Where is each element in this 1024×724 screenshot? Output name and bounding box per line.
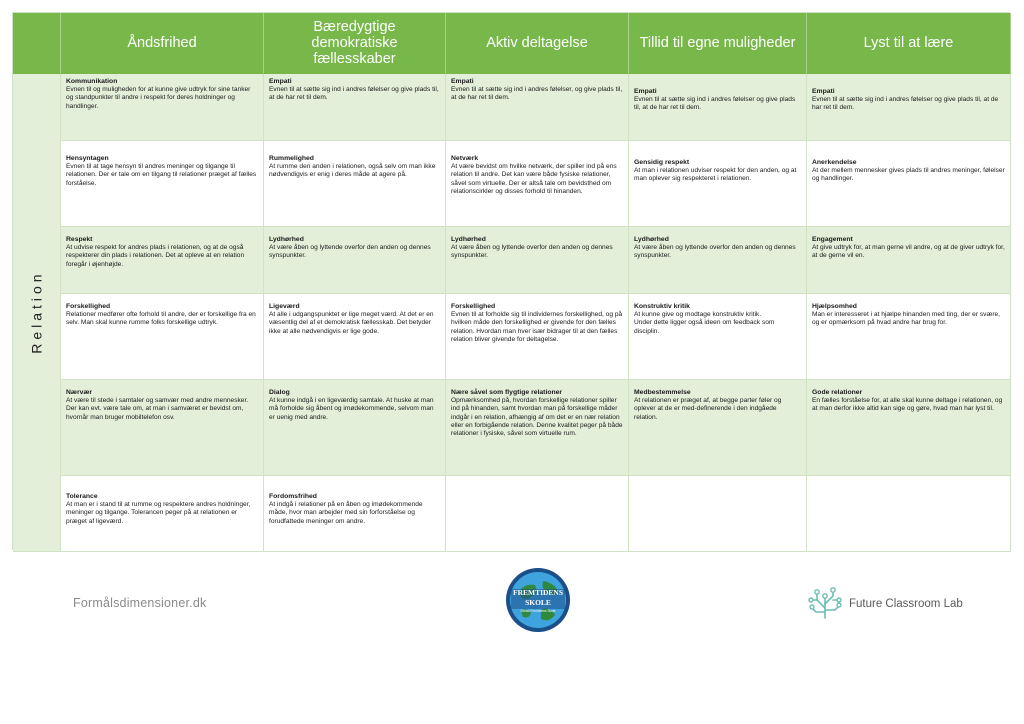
logo-text-line2: SKOLE xyxy=(525,598,551,607)
cell-title: Gensidig respekt xyxy=(634,159,690,166)
cell-text: At give udtryk for, at man gerne vil andre, og at de giver udtryk for, at de gerne vil en. xyxy=(812,244,1005,260)
cell-text: Evnen til at sætte sig ind i andres følelser og give plads til, at de har ret til dem. xyxy=(269,86,439,102)
table-cell xyxy=(629,141,807,227)
table-cell xyxy=(61,227,264,294)
table-cell xyxy=(264,74,446,141)
table-cell xyxy=(629,294,807,380)
cell-text: Evnen til at forholde sig til individernes forskellighed, og på hvilken måde den forskellighed er givende for den fælles relation. Hvordan man hver især bidrager til at den fælles relation bliver givende for deltagelse. xyxy=(451,311,623,343)
cell-text: At der mellem mennesker gives plads til andres meninger, følelser og handlinger. xyxy=(812,167,1005,183)
cell-title: Empati xyxy=(812,88,835,95)
table-cell xyxy=(264,380,446,476)
cell-text: At man i relationen udviser respekt for den anden, og at man oplever sig respekteret i relationen. xyxy=(634,167,797,183)
table-cell xyxy=(264,227,446,294)
table-cell xyxy=(446,74,629,141)
table-cell xyxy=(629,380,807,476)
cell-text: Evnen til at sætte sig ind i andres følelser og give plads til, at de har ret til dem. xyxy=(812,96,999,112)
table-cell xyxy=(446,141,629,227)
cell-text: En fælles forståelse for, at alle skal kunne deltage i relationen, og at man derfor ikke altid kan sige og gøre, hvad man har lyst til. xyxy=(812,397,1003,413)
cell-title: Nærvær xyxy=(66,389,93,396)
header-lyst: Lyst til at lære xyxy=(807,13,1011,74)
cell-text: Man er interesseret i at hjælpe hinanden med ting, der er svære, og er opmærksom på hvad andre har brug for. xyxy=(812,311,1001,327)
cell-title: Lydhørhed xyxy=(451,236,486,243)
cell-title: Netværk xyxy=(451,155,479,162)
cell-text: At udvise respekt for andres plads i relationen, og at de også respekterer din plads i relationen. Det at opleve at en relation foregår i øjenhøjde. xyxy=(66,244,245,268)
cell-title: Nære såvel som flygtige relationer xyxy=(451,389,563,396)
table-cell xyxy=(807,294,1011,380)
table-cell xyxy=(61,141,264,227)
cell-title: Anerkendelse xyxy=(812,159,857,166)
cell-text: At indgå i relationer på en åben og imødekommende måde, hvor man arbejder med sin forforståelse og forudfattede meninger om andre. xyxy=(269,501,423,525)
cell-title: Hensyntagen xyxy=(66,155,109,162)
cell-text: At man er i stand til at rumme og respektere andres holdninger, meninger og tilgange. Tolerancen peger på at relationen er præget af ligeværd. xyxy=(66,501,251,525)
cell-text: At kunne give og modtage konstruktiv kritik. Under dette ligger også ideen om feedback som disciplin. xyxy=(634,311,775,335)
table-cell xyxy=(807,74,1011,141)
cell-text: Relationer medfører ofte forhold til andre, der er forskellige fra en selv. Man skal kunne rumme folks forskellige udtryk. xyxy=(66,311,256,327)
future-classroom-lab-label: Future Classroom Lab xyxy=(849,598,963,610)
table-cell xyxy=(264,476,446,552)
website-label[interactable]: Formålsdimensioner.dk xyxy=(73,596,207,610)
cell-title: Ligeværd xyxy=(269,303,300,310)
cell-title: Empati xyxy=(451,78,474,85)
cell-text: Opmærksomhed på, hvordan forskellige relationer spiller ind på hinanden, samt hvordan man på forskellige måder indgår i en relation, afhængig af om det er en nær relation eller en forbigående relation. Denne kvalitet peger på både relationer i fysiske, såvel som virtuelle rum. xyxy=(451,397,623,438)
cell-text: Evnen til og muligheden for at kunne give udtryk for sine tanker og standpunkter til andre i respekt for deres holdninger og handlinger. xyxy=(66,86,251,110)
cell-title: Gode relationer xyxy=(812,389,863,396)
cell-text: Evnen til at sætte sig ind i andres følelser, og give plads til, at de har ret til dem. xyxy=(451,86,623,102)
logo-text-line3: Dansk Fremtidens Skole xyxy=(520,609,556,613)
cell-text: At være åben og lyttende overfor den anden og dennes synspunkter. xyxy=(451,244,613,260)
side-label xyxy=(13,74,61,552)
logo-text-line1: FREMTIDENS xyxy=(512,588,563,597)
cell-text: At alle i udgangspunktet er lige meget værd. At det er en væsentlig del af et demokratisk fællesskab. Det betyder ikke at alle nødvendigvis er lige gode. xyxy=(269,311,434,335)
table-cell xyxy=(629,74,807,141)
cell-title: Kommunikation xyxy=(66,78,118,85)
cell-title: Lydhørhed xyxy=(269,236,304,243)
cell-title: Lydhørhed xyxy=(634,236,669,243)
header-aktiv-deltagelse: Aktiv deltagelse xyxy=(446,13,629,74)
cell-title: Engagement xyxy=(812,236,853,243)
side-label-text: Relation xyxy=(28,270,45,355)
cell-title: Fordomsfrihed xyxy=(269,493,317,500)
table-cell xyxy=(629,227,807,294)
cell-title: Empati xyxy=(269,78,292,85)
table-cell xyxy=(264,141,446,227)
table-cell xyxy=(446,227,629,294)
cell-text: At kunne indgå i en ligeværdig samtale. At huske at man må forholde sig åbent og imødekommende, selvom man er uenig med andre. xyxy=(269,397,434,421)
table-corner xyxy=(13,13,61,74)
table-cell xyxy=(446,476,629,552)
cell-title: Empati xyxy=(634,88,657,95)
cell-text: At være åben og lyttende overfor den anden og dennes synspunkter. xyxy=(634,244,796,260)
table-cell xyxy=(807,227,1011,294)
cell-title: Respekt xyxy=(66,236,93,243)
header-baeredygtige: Bæredygtige demokratiske fællesskaber xyxy=(264,13,446,74)
cell-title: Forskellighed xyxy=(451,303,496,310)
cell-text: At være åben og lyttende overfor den anden og dennes synspunkter. xyxy=(269,244,431,260)
header-tillid: Tillid til egne muligheder xyxy=(629,13,807,74)
cell-title: Konstruktiv kritik xyxy=(634,303,690,310)
cell-text: At være bevidst om hvilke netværk, der spiller ind på ens relation til andre. Det kan være både fysiske relationer, såvel som virtuelle. Der er altså tale om bevidsthed om relationscirkler og disses forhold til hinanden. xyxy=(451,163,617,195)
table-cell xyxy=(629,476,807,552)
table-cell xyxy=(61,74,264,141)
table-cell xyxy=(61,476,264,552)
dimensions-table xyxy=(12,12,1010,550)
cell-text: At rumme den anden i relationen, også selv om man ikke nødvendigvis er enig i deres måde at agere på. xyxy=(269,163,436,179)
header-andsfrihed: Åndsfrihed xyxy=(61,13,264,74)
table-cell xyxy=(807,476,1011,552)
table-cell xyxy=(446,294,629,380)
table-cell xyxy=(807,380,1011,476)
table-cell xyxy=(61,380,264,476)
table-cell xyxy=(446,380,629,476)
cell-title: Hjælpsomhed xyxy=(812,303,857,310)
cell-text: Evnen til at sætte sig ind i andres følelser og give plads til, at de har ret til dem. xyxy=(634,96,796,112)
table-cell xyxy=(264,294,446,380)
cell-title: Forskellighed xyxy=(66,303,111,310)
table-cell xyxy=(61,294,264,380)
cell-title: Tolerance xyxy=(66,493,98,500)
circuit-tree-icon xyxy=(808,586,842,620)
cell-text: At relationen er præget af, at begge parter føler og oplever at de er med-definerende i den indgåede relation. xyxy=(634,397,782,421)
cell-text: Evnen til at tage hensyn til andres meninger og tilgange til relationen. Der er tale om en tilgang til relationer præget af fælles forståelse. xyxy=(66,163,257,187)
cell-text: At være til stede i samtaler og samvær med andre mennesker. Der kan evt. være tale om, at man i samværet er bevidst om, hvornår man bruger mobiltelefon osv. xyxy=(66,397,249,421)
table-cell xyxy=(807,141,1011,227)
cell-title: Medbestemmelse xyxy=(634,389,691,396)
cell-title: Rummelighed xyxy=(269,155,314,162)
cell-title: Dialog xyxy=(269,389,290,396)
